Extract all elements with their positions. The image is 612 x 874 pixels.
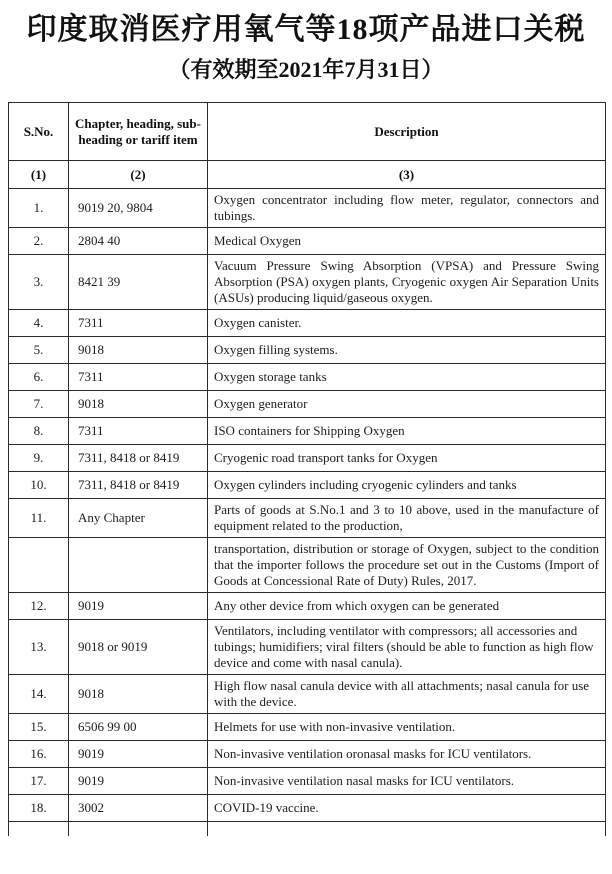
cell-description: Helmets for use with non-invasive ventilation. — [208, 714, 606, 741]
cell-chapter: 7311 — [69, 418, 208, 445]
table-row — [9, 795, 606, 822]
cell-description: Oxygen filling systems. — [208, 337, 606, 364]
cell-description: Parts of goods at S.No.1 and 3 to 10 above, used in the manufacture of equipment related to the production, — [208, 499, 606, 538]
document-header — [0, 0, 612, 84]
subheader-col1: (1) — [9, 161, 69, 189]
page-title: 印度取消医疗用氧气等18项产品进口关税 — [26, 13, 586, 46]
cell-chapter: Any Chapter — [69, 499, 208, 538]
cell-chapter: 8421 39 — [69, 255, 208, 310]
cell-chapter: 9019 20, 9804 — [69, 189, 208, 228]
cell-sno: 5. — [9, 337, 69, 364]
cell-chapter: 3002 — [69, 795, 208, 822]
table-header-row — [9, 103, 606, 161]
table-row — [9, 768, 606, 795]
table-row — [9, 620, 606, 675]
table-row — [9, 418, 606, 445]
cell-chapter: 7311, 8418 or 8419 — [69, 472, 208, 499]
table-row — [9, 472, 606, 499]
cell-chapter: 7311 — [69, 310, 208, 337]
cell-chapter: 9019 — [69, 741, 208, 768]
cell-description: COVID-19 vaccine. — [208, 795, 606, 822]
cell-sno: 7. — [9, 391, 69, 418]
cell-chapter: 9019 — [69, 768, 208, 795]
cell-sno: 10. — [9, 472, 69, 499]
cell-description: Oxygen canister. — [208, 310, 606, 337]
cell-description: Non-invasive ventilation nasal masks for ICU ventilators. — [208, 768, 606, 795]
cell-description: Any other device from which oxygen can be generated — [208, 593, 606, 620]
table-row — [9, 255, 606, 310]
cell-chapter: 7311, 8418 or 8419 — [69, 445, 208, 472]
cell-sno: 1. — [9, 189, 69, 228]
table-row — [9, 538, 606, 593]
cell-chapter: 9018 — [69, 675, 208, 714]
cell-description: transportation, distribution or storage of Oxygen, subject to the condition that the importer follows the procedure set out in the Customs (Import of Goods at Concessional Rate of Duty) Rules, 2017. — [208, 538, 606, 593]
cell-chapter: 9018 or 9019 — [69, 620, 208, 675]
subheader-col2: (2) — [69, 161, 208, 189]
cell-empty — [69, 822, 208, 836]
cell-sno: 2. — [9, 228, 69, 255]
table-row — [9, 189, 606, 228]
table-row — [9, 741, 606, 768]
cell-description: Cryogenic road transport tanks for Oxygen — [208, 445, 606, 472]
header-sno: S.No. — [9, 103, 69, 161]
table-row — [9, 364, 606, 391]
table-row — [9, 228, 606, 255]
cell-sno: 6. — [9, 364, 69, 391]
header-chapter: Chapter, heading, sub-heading or tariff item — [69, 103, 208, 161]
cell-description: Ventilators, including ventilator with compressors; all accessories and tubings; humidifiers; viral filters (should be able to function as high flow device and come with nasal canula). — [208, 620, 606, 675]
cell-sno: 11. — [9, 499, 69, 538]
cell-chapter: 9019 — [69, 593, 208, 620]
cell-description: Oxygen storage tanks — [208, 364, 606, 391]
table-row — [9, 310, 606, 337]
cell-description: Non-invasive ventilation oronasal masks for ICU ventilators. — [208, 741, 606, 768]
cell-chapter: 9018 — [69, 391, 208, 418]
table-row — [9, 714, 606, 741]
cell-description: Oxygen concentrator including flow meter, regulator, connectors and tubings. — [208, 189, 606, 228]
cell-chapter — [69, 538, 208, 593]
table-row — [9, 593, 606, 620]
cell-chapter: 9018 — [69, 337, 208, 364]
table-subheader-row — [9, 161, 606, 189]
cell-sno: 18. — [9, 795, 69, 822]
cell-chapter: 7311 — [69, 364, 208, 391]
cell-description: Oxygen generator — [208, 391, 606, 418]
table-row — [9, 337, 606, 364]
table-row — [9, 445, 606, 472]
subheader-col3: (3) — [208, 161, 606, 189]
cell-sno: 9. — [9, 445, 69, 472]
page-subtitle: （有效期至2021年7月31日） — [168, 57, 444, 82]
cell-sno: 17. — [9, 768, 69, 795]
table-row — [9, 675, 606, 714]
cell-sno: 12. — [9, 593, 69, 620]
table-body — [9, 189, 606, 836]
table-row-partial — [9, 822, 606, 836]
cell-sno — [9, 538, 69, 593]
table-row — [9, 391, 606, 418]
cell-description: ISO containers for Shipping Oxygen — [208, 418, 606, 445]
header-description: Description — [208, 103, 606, 161]
cell-description: Medical Oxygen — [208, 228, 606, 255]
cell-sno: 3. — [9, 255, 69, 310]
cell-sno: 13. — [9, 620, 69, 675]
cell-empty — [208, 822, 606, 836]
cell-sno: 4. — [9, 310, 69, 337]
cell-sno: 15. — [9, 714, 69, 741]
table-row — [9, 499, 606, 538]
cell-chapter: 6506 99 00 — [69, 714, 208, 741]
cell-chapter: 2804 40 — [69, 228, 208, 255]
cell-sno: 8. — [9, 418, 69, 445]
tariff-table — [8, 102, 606, 836]
cell-description: High flow nasal canula device with all attachments; nasal canula for use with the device. — [208, 675, 606, 714]
cell-sno: 14. — [9, 675, 69, 714]
cell-empty — [9, 822, 69, 836]
cell-sno: 16. — [9, 741, 69, 768]
cell-description: Vacuum Pressure Swing Absorption (VPSA) and Pressure Swing Absorption (PSA) oxygen plants, Cryogenic oxygen Air Separation Units (ASUs) producing liquid/gaseous oxygen. — [208, 255, 606, 310]
cell-description: Oxygen cylinders including cryogenic cylinders and tanks — [208, 472, 606, 499]
